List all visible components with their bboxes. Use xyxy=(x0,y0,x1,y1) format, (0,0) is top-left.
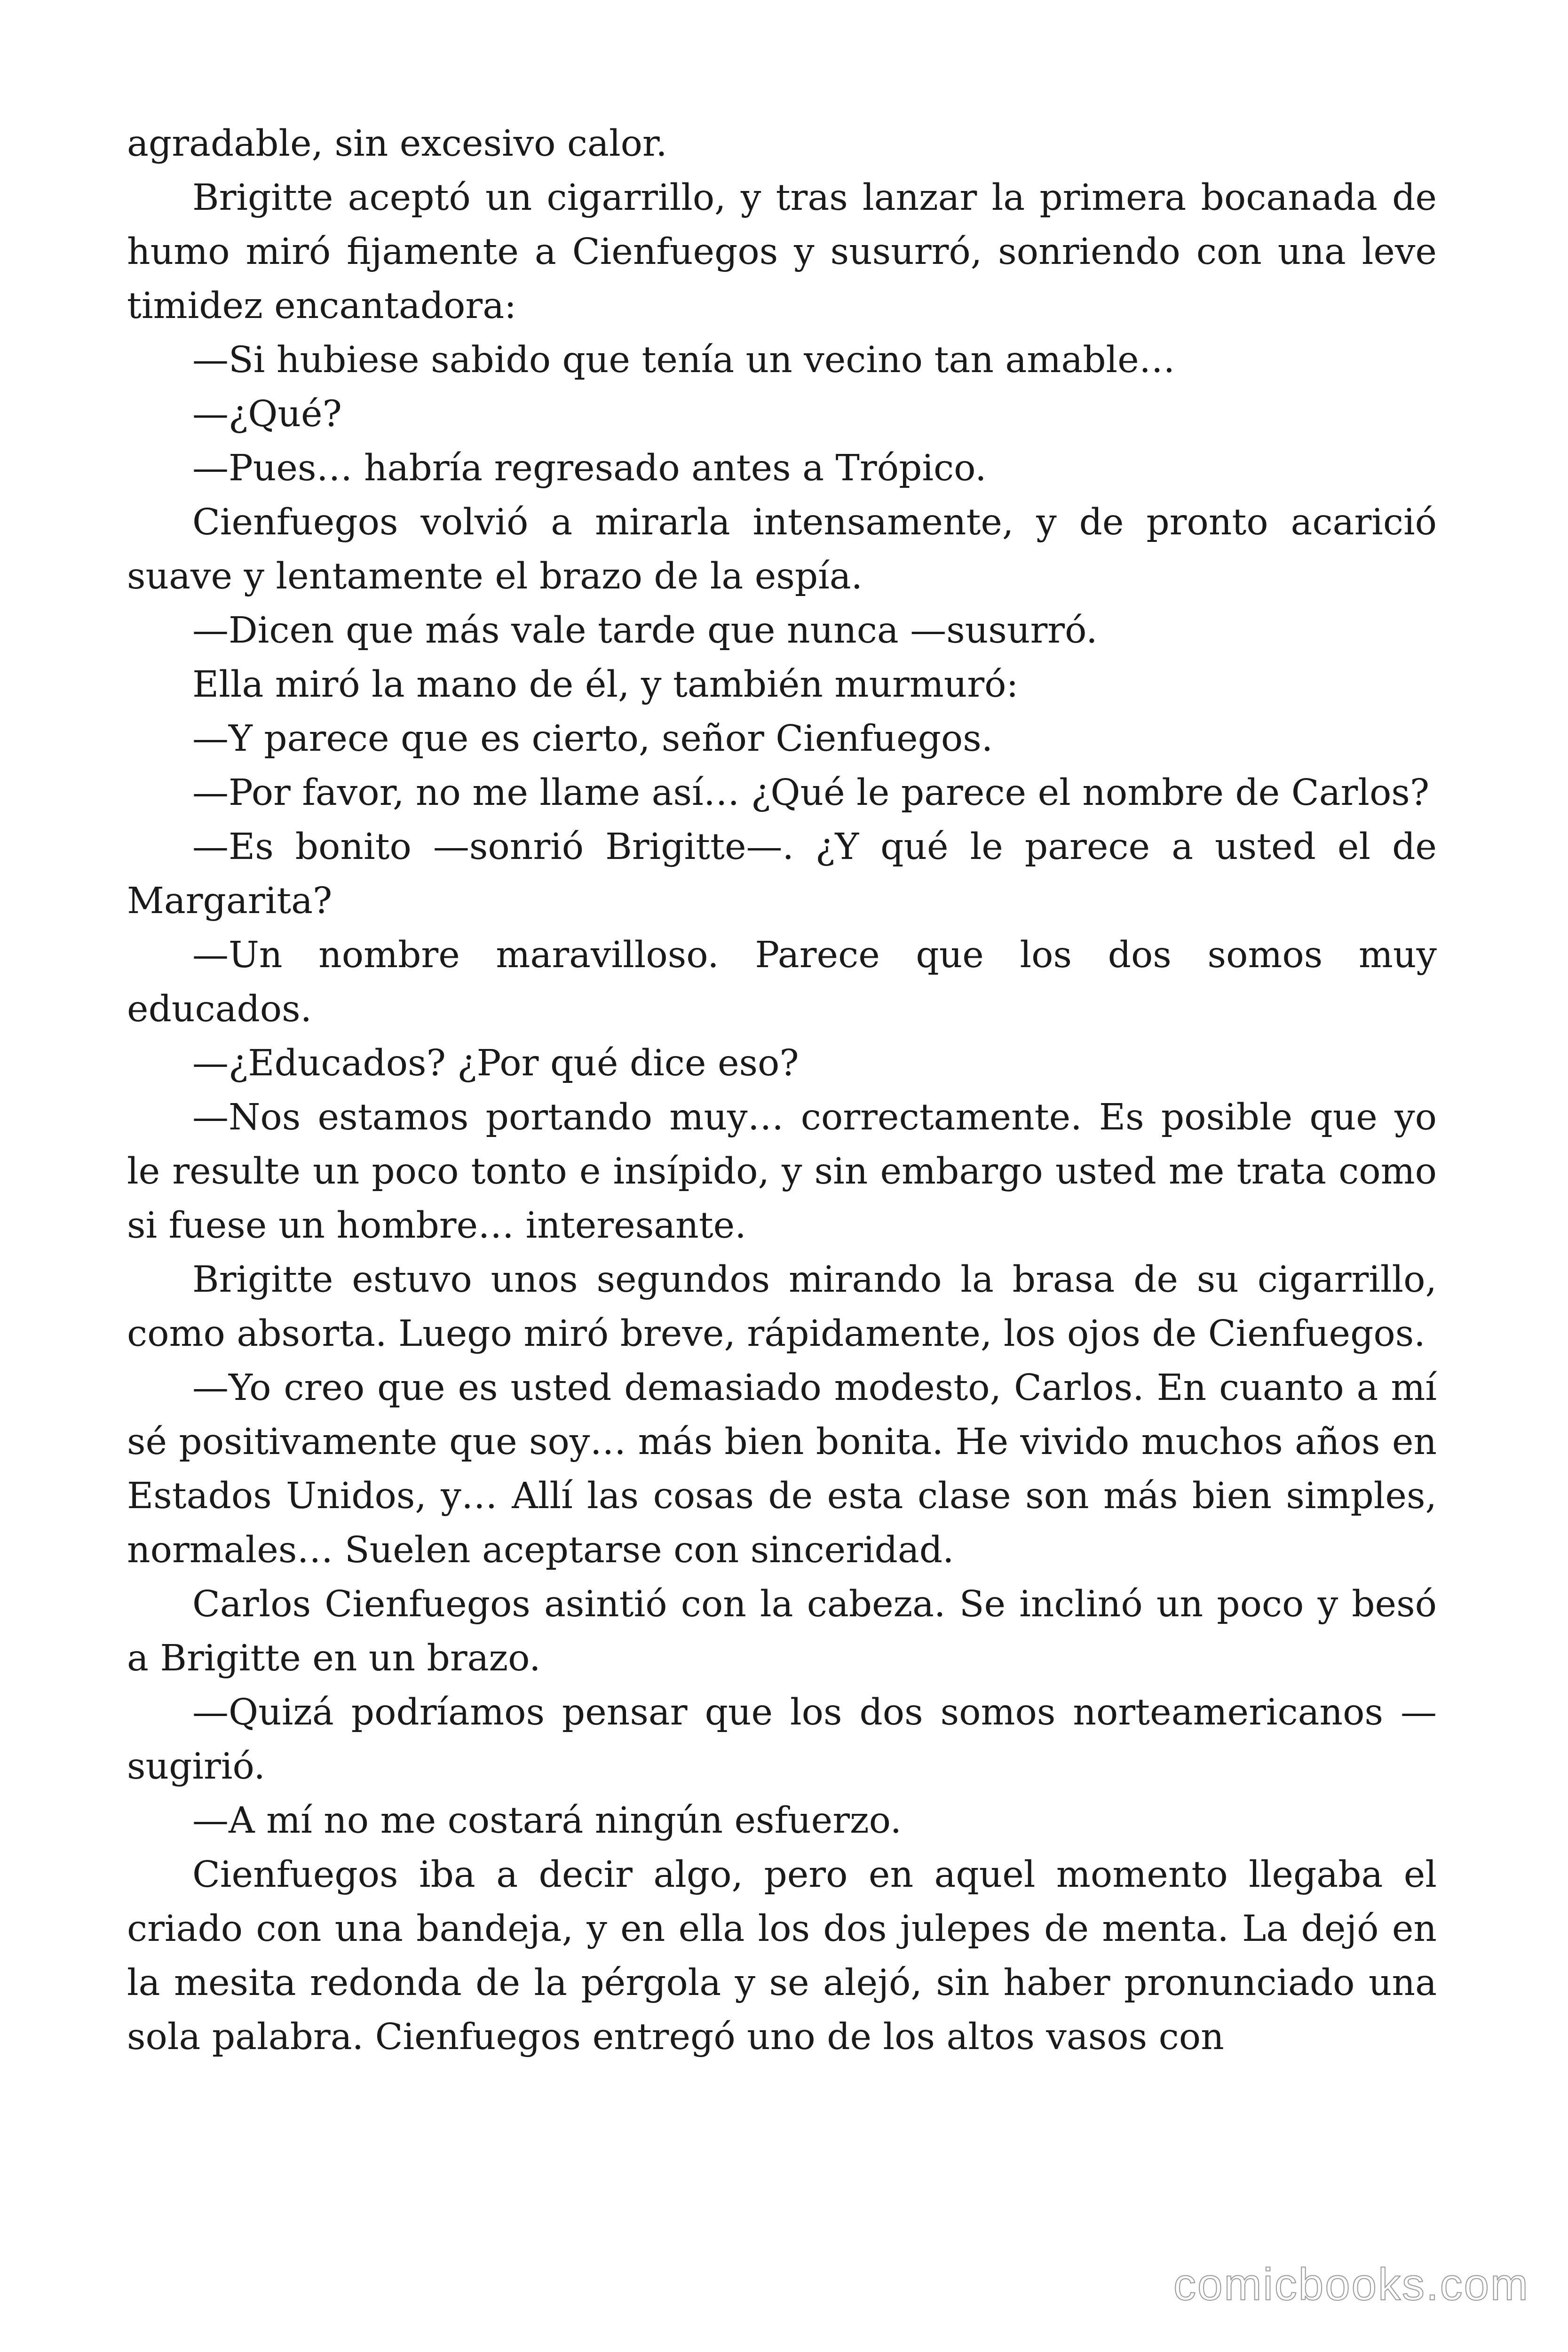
paragraph: —Por favor, no me llame así… ¿Qué le parece el nombre de Carlos? xyxy=(192,772,1430,814)
paragraph: —Yo creo que es usted demasiado modesto, Carlos. En cuanto a mí sé positivamente que soy… más bien bonita. He vivido muchos años en Estados Unidos, y… Allí las cosas de esta clase son más bien simples, normales… Suelen aceptarse con sinceridad. xyxy=(127,1367,1437,1571)
watermark: comicbooks.com xyxy=(1173,2259,1529,2310)
paragraph: Cienfuegos volvió a mirarla intensamente, y de pronto acarició suave y lentamente el brazo de la espía. xyxy=(127,501,1437,597)
paragraph: —Si hubiese sabido que tenía un vecino tan amable… xyxy=(192,339,1175,381)
paragraph: Carlos Cienfuegos asintió con la cabeza. Se inclinó un poco y besó a Brigitte en un brazo. xyxy=(127,1583,1437,1679)
paragraph: Brigitte estuvo unos segundos mirando la brasa de su cigarrillo, como absorta. Luego miró breve, rápidamente, los ojos de Cienfuegos. xyxy=(127,1259,1437,1355)
paragraph: —Un nombre maravilloso. Parece que los dos somos muy educados. xyxy=(127,934,1437,1030)
paragraph: Ella miró la mano de él, y también murmuró: xyxy=(192,664,1019,706)
paragraph: agradable, sin excesivo calor. xyxy=(127,123,667,165)
paragraph: Brigitte aceptó un cigarrillo, y tras lanzar la primera bocanada de humo miró fijamente a Cienfuegos y susurró, sonriendo con una leve timidez encantadora: xyxy=(127,177,1437,327)
paragraph: —¿Qué? xyxy=(192,393,342,435)
page-body xyxy=(127,117,1437,2064)
paragraph: —Pues… habría regresado antes a Trópico. xyxy=(192,447,987,489)
paragraph: —Es bonito —sonrió Brigitte—. ¿Y qué le parece a usted el de Margarita? xyxy=(127,826,1437,922)
paragraph: Cienfuegos iba a decir algo, pero en aquel momento llegaba el criado con una bandeja, y en ella los dos julepes de menta. La dejó en la mesita redonda de la pérgola y se alejó, sin haber pronunciado una sola palabra. Cienfuegos entregó uno de los altos vasos con xyxy=(127,1854,1437,2058)
paragraph: —Dicen que más vale tarde que nunca —susurró. xyxy=(192,610,1098,652)
paragraph: —¿Educados? ¿Por qué dice eso? xyxy=(192,1042,799,1084)
paragraph: —A mí no me costará ningún esfuerzo. xyxy=(192,1800,902,1842)
paragraph: —Nos estamos portando muy… correctamente. Es posible que yo le resulte un poco tonto e insípido, y sin embargo usted me trata como si fuese un hombre… interesante. xyxy=(127,1097,1437,1247)
paragraph: —Y parece que es cierto, señor Cienfuegos. xyxy=(192,718,993,760)
paragraph: —Quizá podríamos pensar que los dos somos norteamericanos —sugirió. xyxy=(127,1692,1437,1788)
